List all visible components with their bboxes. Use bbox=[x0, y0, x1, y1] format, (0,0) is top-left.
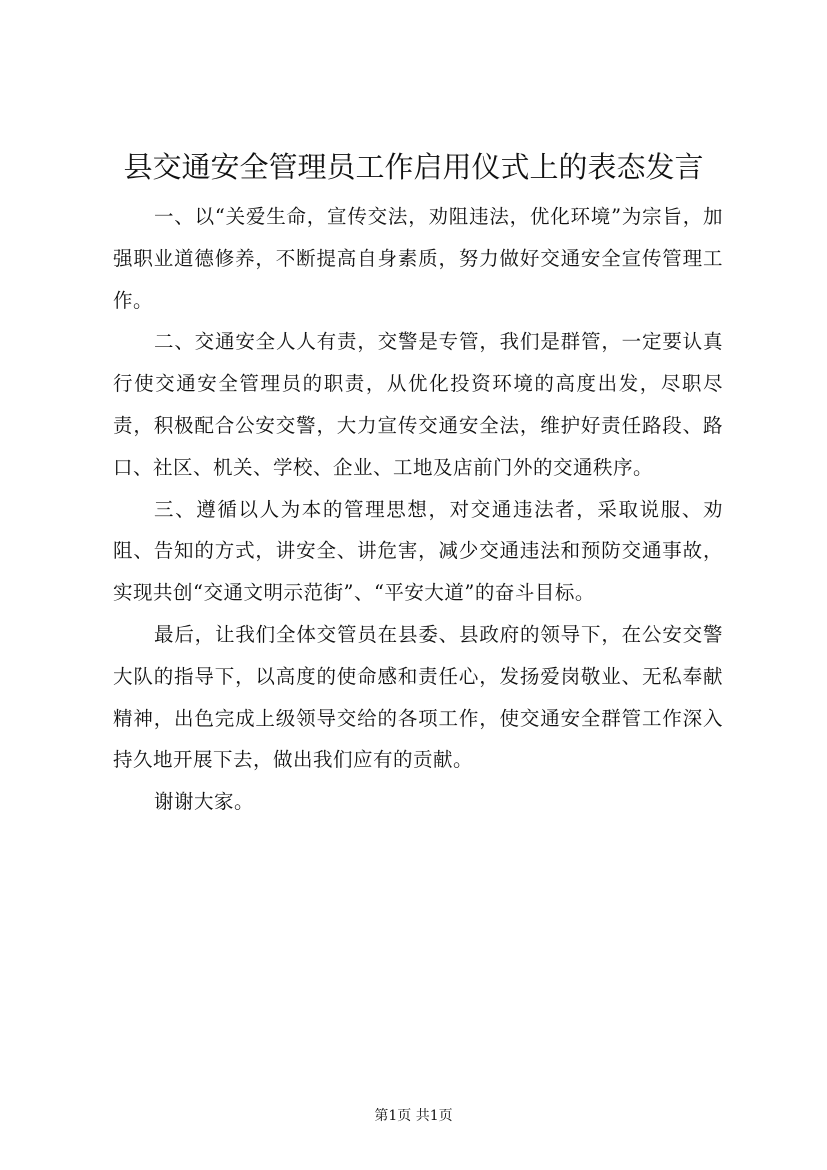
document-body bbox=[113, 196, 723, 823]
page-footer: 第1页 共1页 bbox=[374, 1108, 453, 1124]
document-title: 县交通安全管理员工作启用仪式上的表态发言 bbox=[123, 150, 704, 184]
paragraph-thanks: 谢谢大家。 bbox=[154, 790, 255, 814]
paragraph-2: 二、交通安全人人有责，交警是专管，我们是群管，一定要认真行使交通安全管理员的职责，从优化投资环境的高度出发，尽职尽责，积极配合公安交警，大力宣传交通安全法，维护好责任路段、路口、社区、机关、学校、企业、工地及店前门外的交通秩序。 bbox=[113, 330, 723, 479]
paragraph-closing: 最后，让我们全体交管员在县委、县政府的领导下，在公安交警大队的指导下，以高度的使命感和责任心，发扬爱岗敬业、无私奉献精神，出色完成上级领导交给的各项工作，使交通安全群管工作深入持久地开展下去，做出我们应有的贡献。 bbox=[113, 622, 723, 772]
paragraph-3: 三、遵循以人为本的管理思想，对交通违法者，采取说服、劝阻、告知的方式，讲安全、讲危害，减少交通违法和预防交通事故，实现共创“交通文明示范街”、“平安大道”的奋斗目标。 bbox=[113, 497, 723, 605]
paragraph-1: 一、以“关爱生命，宣传交法，劝阻违法，优化环境”为宗旨，加强职业道德修养，不断提高自身素质，努力做好交通安全宣传管理工作。 bbox=[113, 205, 723, 312]
